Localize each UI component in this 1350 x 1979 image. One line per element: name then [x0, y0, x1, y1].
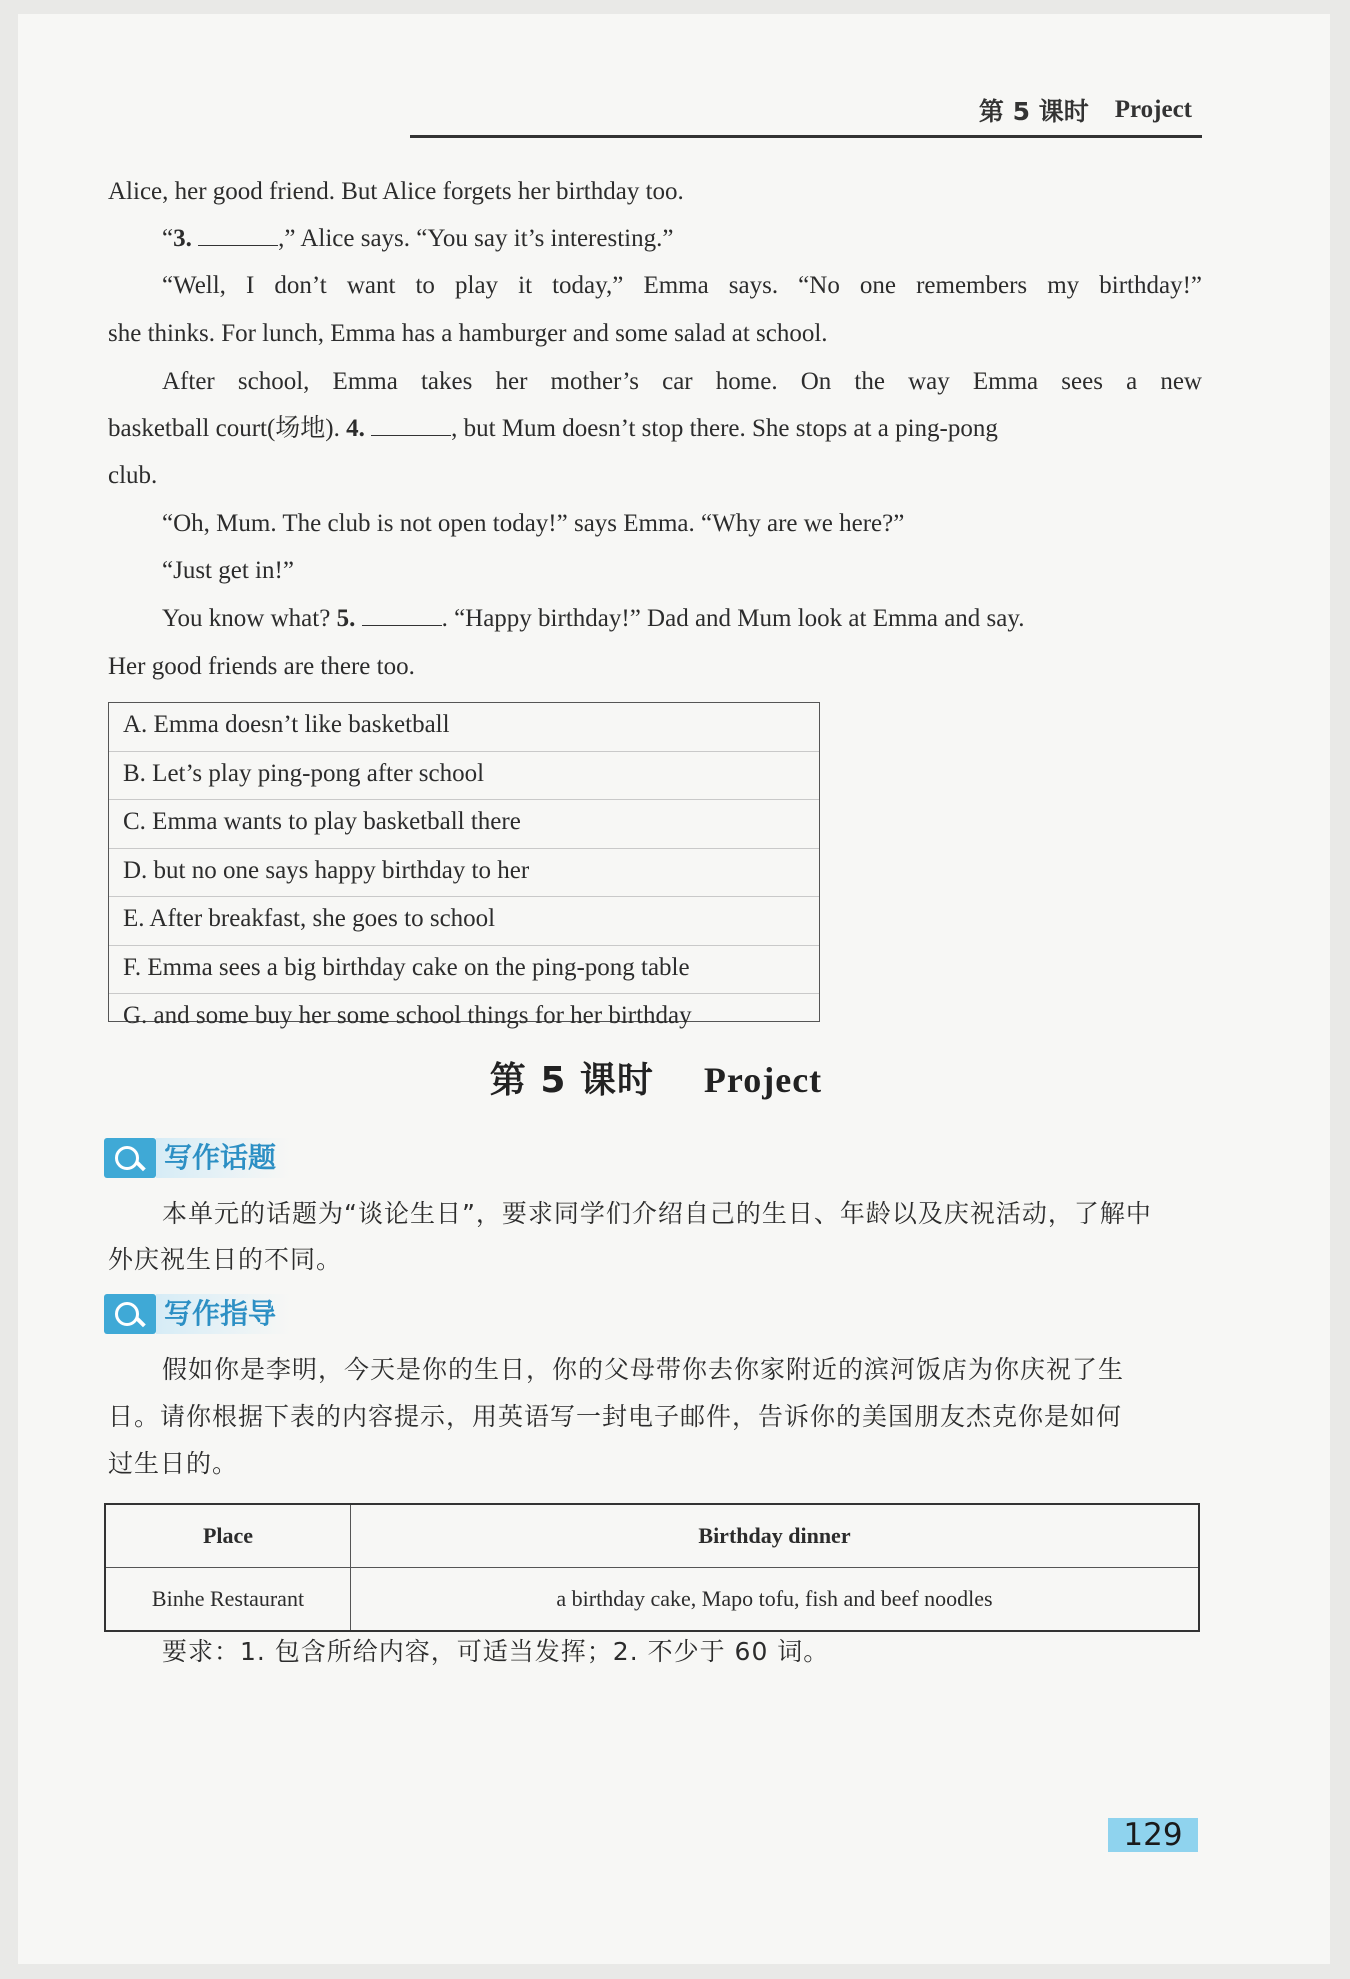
option-item: D. but no one says happy birthday to her: [109, 849, 819, 898]
table-header: Place: [105, 1504, 351, 1568]
reading-line: club.: [108, 462, 158, 489]
table-header: Birthday dinner: [351, 1504, 1200, 1568]
magnifier-icon: [104, 1138, 156, 1178]
option-item: F. Emma sees a big birthday cake on the ping-pong table: [109, 946, 819, 995]
table-cell: Binhe Restaurant: [105, 1568, 351, 1632]
answer-blank[interactable]: [371, 415, 451, 436]
section-label-text: 写作话题: [156, 1138, 290, 1178]
page-header: [410, 84, 1202, 138]
reading-line: “Just get in!”: [162, 557, 294, 584]
reading-line: she thinks. For lunch, Emma has a hamburger and some salad at school.: [108, 320, 828, 347]
lesson-title-topic: Project: [703, 1060, 823, 1100]
table-header-row: [105, 1504, 1199, 1568]
reading-text: . “Happy birthday!” Dad and Mum look at Emma and say.: [441, 605, 1025, 632]
reading-line: [108, 215, 1202, 263]
guide-line: 过生日的。: [108, 1449, 239, 1478]
option-item: B. Let’s play ping-pong after school: [109, 752, 819, 801]
guide-line: 假如你是李明，今天是你的生日，你的父母带你去你家附近的滨河饭店为你庆祝了生: [162, 1355, 1125, 1384]
reading-text: You know what?: [162, 605, 337, 632]
blank-number: 4.: [346, 415, 365, 442]
reading-line: “Oh, Mum. The club is not open today!” says Emma. “Why are we here?”: [162, 510, 905, 537]
blank-number: 3.: [173, 225, 192, 252]
guide-line: 日。请你根据下表的内容提示，用英语写一封电子邮件，告诉你的美国朋友杰克你是如何: [108, 1402, 1123, 1431]
info-table: [104, 1503, 1200, 1632]
page-number: 129: [1108, 1818, 1198, 1852]
answer-blank[interactable]: [198, 225, 278, 246]
option-item: C. Emma wants to play basketball there: [109, 800, 819, 849]
reading-text: basketball court(场地).: [108, 415, 347, 442]
table-row: [105, 1568, 1199, 1632]
quote-mark: “: [162, 225, 174, 252]
magnifier-icon: [104, 1294, 156, 1334]
option-item: G. and some buy her some school things for her birthday: [123, 1002, 692, 1029]
writing-guide-label: [104, 1294, 290, 1334]
reading-line: [108, 595, 1202, 643]
header-lesson: 第 5 课时: [978, 96, 1089, 126]
option-item: E. After breakfast, she goes to school: [109, 897, 819, 946]
requirement-text: 要求：1. 包含所给内容，可适当发挥；2. 不少于 60 词。: [162, 1637, 830, 1666]
blank-number: 5.: [336, 605, 356, 632]
topic-line: 本单元的话题为“谈论生日”，要求同学们介绍自己的生日、年龄以及庆祝活动，了解中: [162, 1199, 1152, 1228]
lesson-title: [0, 1052, 1312, 1103]
answer-blank[interactable]: [362, 605, 442, 626]
lesson-title-cn: 第 5 课时: [489, 1060, 654, 1101]
reading-line: After school, Emma takes her mother’s car home. On the way Emma sees a new: [162, 368, 1202, 395]
reading-line: Her good friends are there too.: [108, 653, 415, 680]
reading-line: “Well, I don’t want to play it today,” Emma says. “No one remembers my birthday!”: [162, 272, 1202, 299]
option-item: A. Emma doesn’t like basketball: [109, 703, 819, 752]
section-label-text: 写作指导: [156, 1294, 290, 1334]
reading-line: Alice, her good friend. But Alice forgets her birthday too.: [108, 178, 684, 205]
reading-text: , but Mum doesn’t stop there. She stops at a ping-pong: [451, 415, 998, 442]
reading-text: ,” Alice says. “You say it’s interesting.”: [278, 225, 674, 252]
options-box: [108, 702, 820, 1029]
table-cell: a birthday cake, Mapo tofu, fish and beef noodles: [351, 1568, 1200, 1632]
header-topic: Project: [1114, 95, 1192, 123]
writing-topic-label: [104, 1138, 290, 1178]
topic-line: 外庆祝生日的不同。: [108, 1245, 343, 1274]
reading-line: [108, 405, 1202, 453]
